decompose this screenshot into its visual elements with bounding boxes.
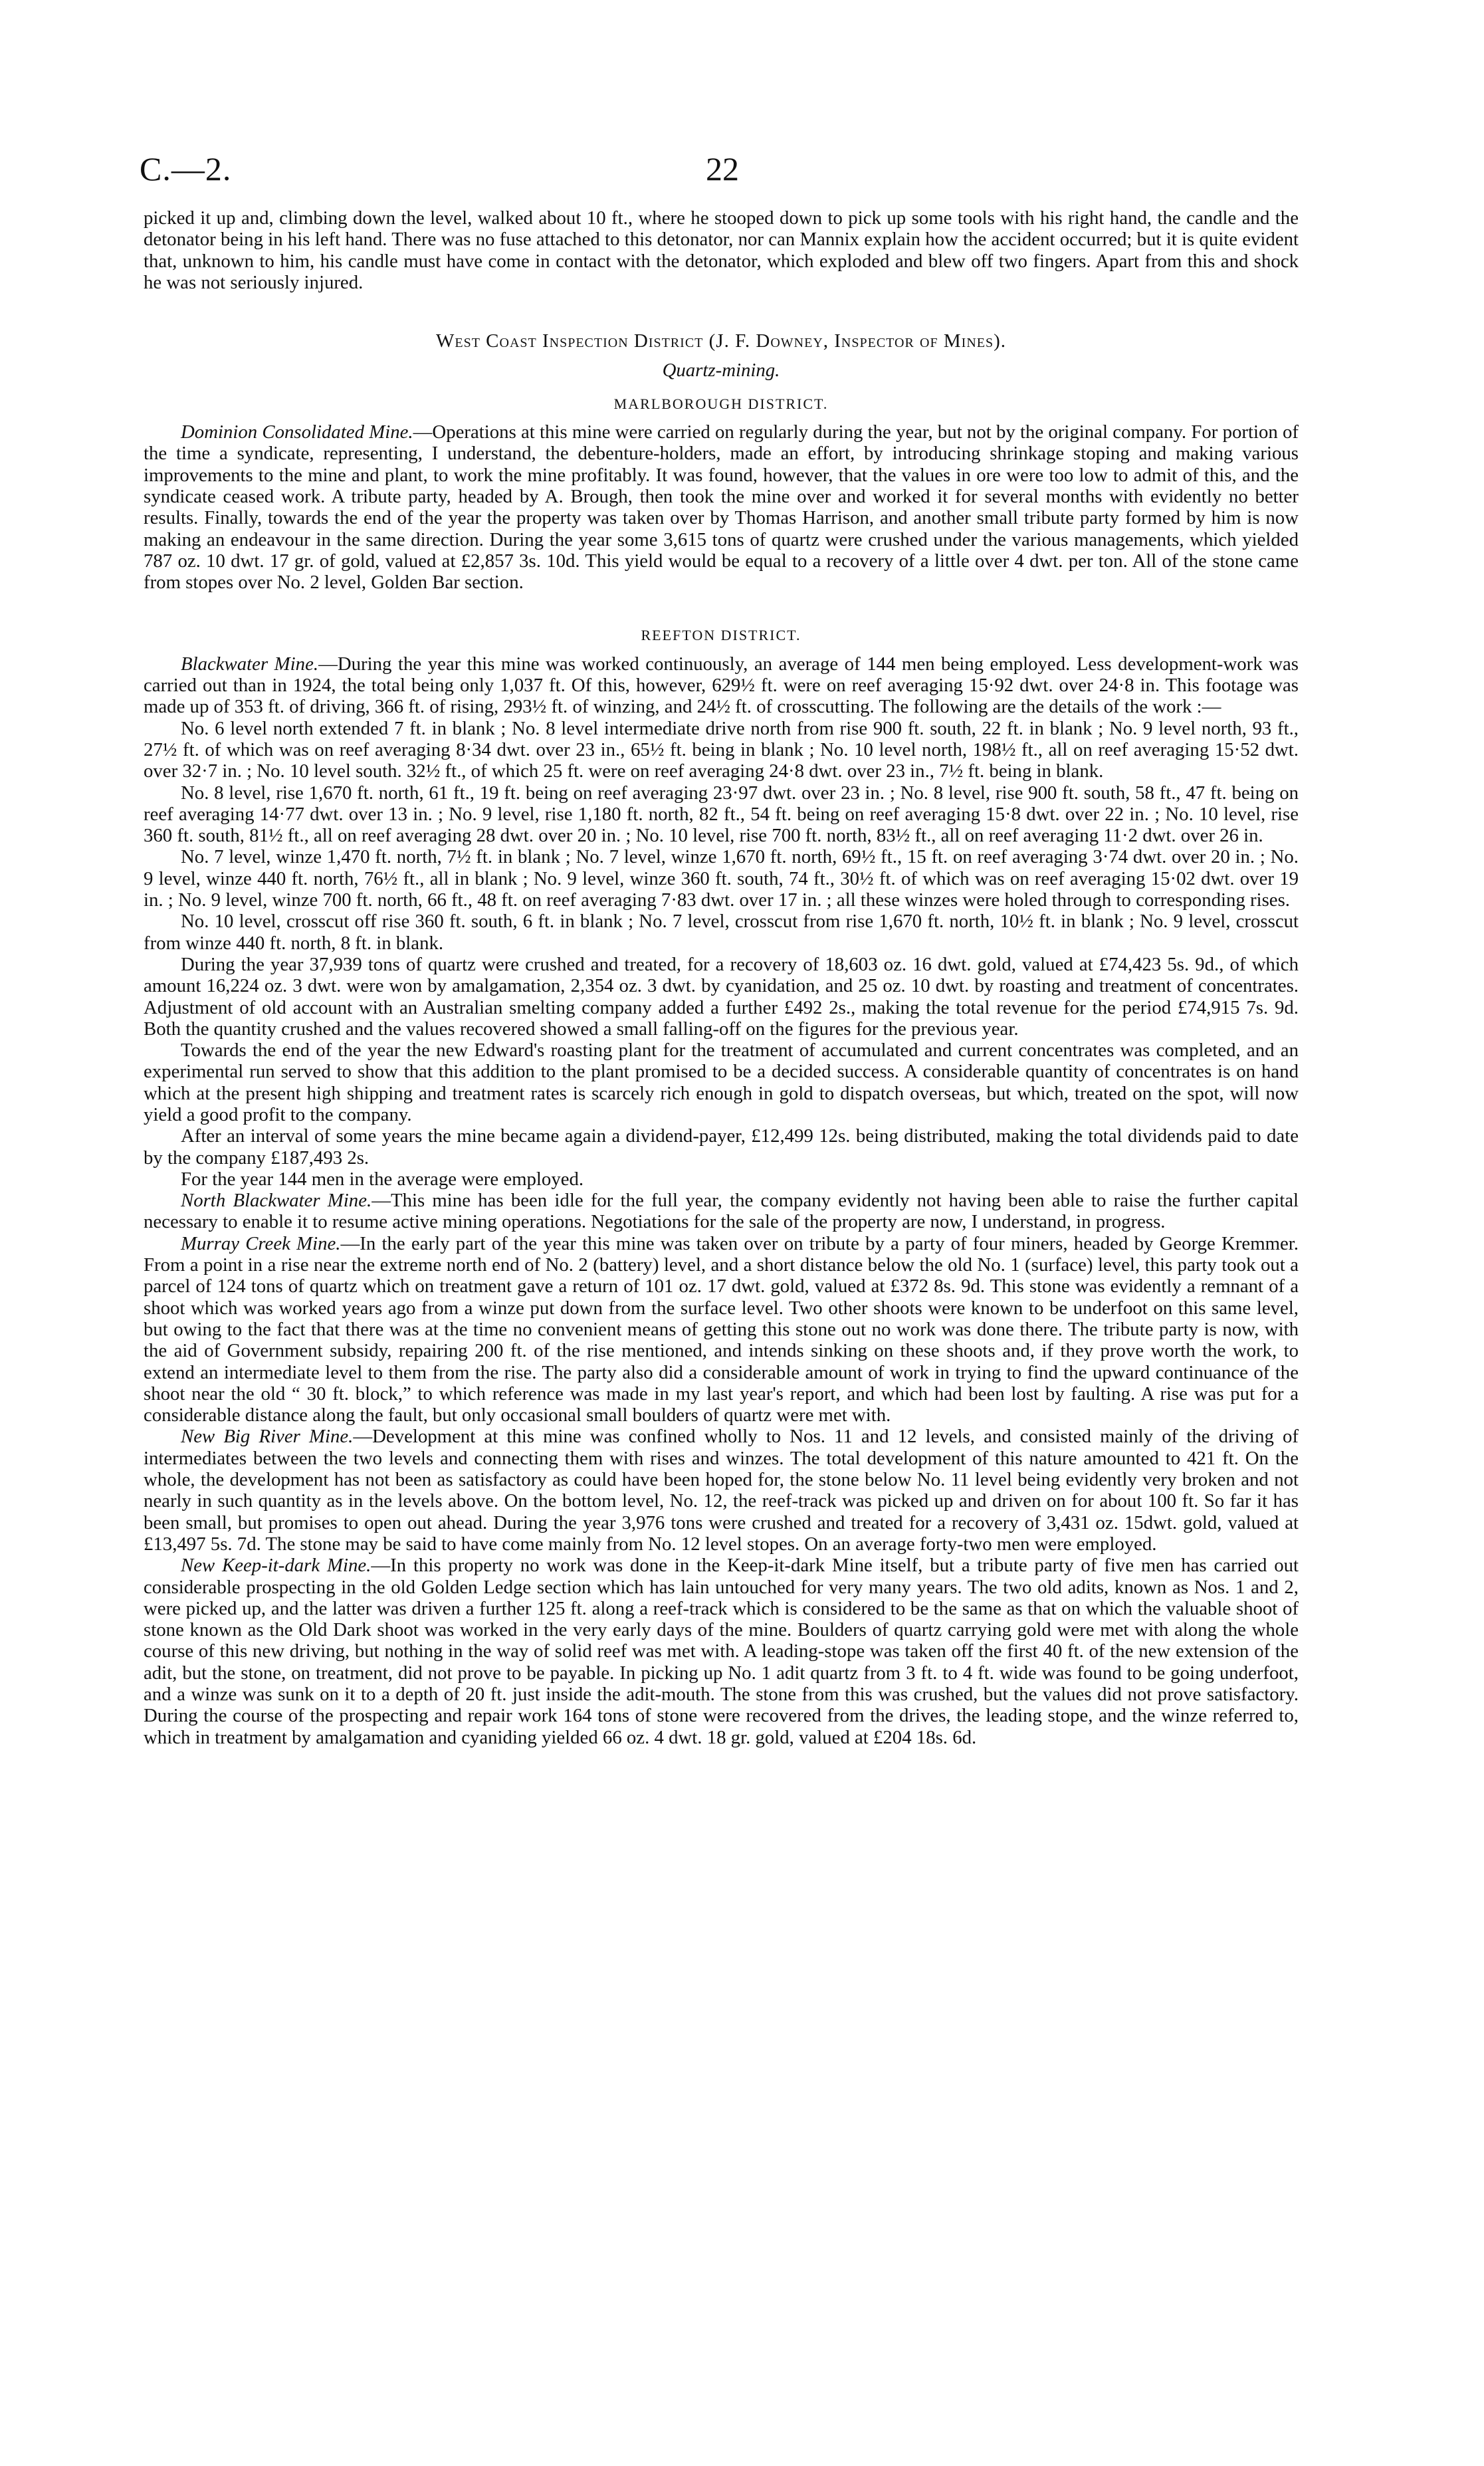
section-subheading: Quartz-mining. — [662, 360, 780, 382]
work-detail-paragraph: No. 6 level north extended 7 ft. in blank ; No. 8 level intermediate drive north from rise 900 ft. south, 22 ft. in blank ; No. 9 level north, 93 ft., 27½ ft. of which was on reef averaging 8·34 dwt. over 23 in., 65½ ft. being in blank ; No. 10 level north, 198½ ft., all on reef averaging 15·52 dwt. over 32·7 in. ; No. 10 level south. 32½ ft., of which 25 ft. were on reef averaging 24·8 dwt. over 23 in., 7½ ft. being in blank. — [144, 717, 1299, 782]
blackwater-dividend-paragraph: After an interval of some years the mine became again a dividend-payer, £12,499 12s. being distributed, making the total dividends paid to date by the company £187,493 2s. — [144, 1125, 1299, 1169]
work-detail-paragraph: No. 10 level, crosscut off rise 360 ft. south, 6 ft. in blank ; No. 7 level, crosscut from rise 1,670 ft. north, 10½ ft. in blank ; No. 9 level, crosscut from winze 440 ft. north, 8 ft. in blank. — [144, 911, 1299, 954]
dominion-paragraph — [144, 421, 1299, 593]
north-blackwater-paragraph — [144, 1190, 1299, 1233]
paragraph-text: —Operations at this mine were carried on regularly during the year, but not by the original company. For portion of the time a syndicate, representing, I understand, the debenture-holders, made an effort, by introducing shrinkage stoping and making various improvements to the mine and plant, to work the mine profitably. It was found, however, that the values in ore were too low to admit of this, and the syndicate ceased work. A tribute party, headed by A. Brough, then took the mine over and worked it for several months with evidently no better results. Finally, towards the end of the year the property was taken over by Thomas Harrison, and another small tribute party formed by him is now making an endeavour in the same direction. During the year some 3,615 tons of quartz were crushed under the various managements, which yielded 787 oz. 10 dwt. 17 gr. of gold, valued at £2,857 3s. 10d. This yield would be equal to a recovery of a little over 4 dwt. per ton. All of the stone came from stopes over No. 2 level, Golden Bar section. — [144, 421, 1299, 594]
paragraph-text: —This mine has been idle for the full year, the company evidently not having been able to raise the further capital necessary to enable it to resume active mining operations. Negotiations for the sale of the property are now, I understand, in progress. — [144, 1190, 1299, 1233]
blackwater-crushing-paragraph: During the year 37,939 tons of quartz were crushed and treated, for a recovery of 18,603 oz. 16 dwt. gold, valued at £74,423 5s. 9d., of which amount 16,224 oz. 3 dwt. were won by amalgamation, 2,354 oz. 3 dwt. by cyanidation, and 25 oz. 10 dwt. by roasting and treatment of concentrates. Adjustment of old account with an Australian smelting company added a further £492 2s., making the total revenue for the period £74,915 7s. 9d. Both the quantity crushed and the values recovered showed a small falling-off on the figures for the previous year. — [144, 953, 1299, 1040]
mine-name: New Big River Mine. — [181, 1426, 354, 1448]
document-reference: C.—2. — [140, 150, 232, 187]
paragraph-text: —Development at this mine was confined wholly to Nos. 11 and 12 levels, and consisted mainly of the driving of intermediates between the two levels and connecting them with rises and winzes. The total development of this nature amounted to 421 ft. On the whole, the development has not been as satisfactory as could have been hoped for, the stone below No. 11 level being evidently very broken and not nearly in such quantity as in the levels above. On the bottom level, No. 12, the reef-track was picked up and driven on for about 100 ft. So far it has been small, but promises to open out ahead. During the year 3,976 tons were crushed and treated for a recovery of 3,431 oz. 15dwt. gold, valued at £13,497 5s. 7d. The stone may be said to have come mainly from No. 12 level stopes. On an average forty-two men were employed. — [144, 1426, 1299, 1555]
reefton-heading: REEFTON DISTRICT. — [641, 627, 801, 644]
murray-creek-paragraph — [144, 1233, 1299, 1426]
intro-paragraph: picked it up and, climbing down the level, walked about 10 ft., where he stooped down to pick up some tools with his right hand, the candle and the detonator being in his left hand. There was no fuse attached to this detonator, nor can Mannix explain how the accident occurred; but it is quite evident that, unknown to him, his candle must have come in contact with the detonator, which exploded and blew off two fingers. Apart from this and shock he was not seriously injured. — [144, 207, 1299, 293]
marlborough-heading: MARLBOROUGH DISTRICT. — [613, 395, 829, 412]
blackwater-roasting-paragraph: Towards the end of the year the new Edward's roasting plant for the treatment of accumulated and current concentrates was completed, and an experimental run served to show that this addition to the plant promised to be a decided success. A considerable quantity of concentrates is on hand which at the present high shipping and treatment rates is scarcely rich enough in gold to dispatch overseas, but which, treated on the spot, will now yield a good profit to the company. — [144, 1040, 1299, 1125]
mine-name: Dominion Consolidated Mine. — [181, 421, 413, 443]
blackwater-employment-paragraph: For the year 144 men in the average were employed. — [181, 1168, 584, 1190]
paragraph-text: —During the year this mine was worked continuously, an average of 144 men being employed. Less development-work was carried out than in 1924, the total being only 1,037 ft. Of this, however, 629½ ft. were on reef averaging 15·92 dwt. over 24·8 in. This footage was made up of 353 ft. of driving, 366 ft. of rising, 293½ ft. of winzing, and 24½ ft. of crosscutting. The following are the details of the work :— — [144, 653, 1299, 718]
paragraph-text: —In this property no work was done in the Keep-it-dark Mine itself, but a tribute party of five men has carried out considerable prospecting in the old Golden Ledge section which has lain untouched for very many years. The two old adits, known as Nos. 1 and 2, were picked up, and the latter was driven a further 125 ft. along a reef-track which is considered to be the same as that on which the valuable shoot of stone known as the Old Dark shoot was worked in the very early days of the mine. Boulders of quartz carrying gold were met with along the whole course of this new driving, but nothing in the way of solid reef was met with. A leading-stope was taken off the first 40 ft. of the new extension of the adit, but the stone, on treatment, did not prove to be payable. In picking up No. 1 adit quartz from 3 ft. to 4 ft. wide was found to be going underfoot, and a winze was sunk on it to a depth of 20 ft. just inside the adit-mouth. The stone from this was crushed, but the values did not prove satisfactory. During the course of the prospecting and repair work 164 tons of stone were recovered from the drives, the leading stope, and the winze referred to, which in treatment by amalgamation and cyaniding yielded 66 oz. 4 dwt. 18 gr. gold, valued at £204 18s. 6d. — [144, 1555, 1299, 1748]
mine-name: New Keep-it-dark Mine. — [181, 1555, 371, 1577]
new-big-river-paragraph — [144, 1426, 1299, 1555]
paragraph-text: —In the early part of the year this mine was taken over on tribute by a party of four miners, headed by George Kremmer. From a point in a rise near the extreme north end of No. 2 (battery) level, and a short distance below the old No. 1 (surface) level, this party took out a parcel of 124 tons of quartz which on treatment gave a return of 101 oz. 17 dwt. gold, valued at £372 8s. 9d. This stone was evidently a remnant of a shoot which was worked years ago from a winze put down from the surface level. Two other shoots were known to be underfoot on this same level, but owing to the fact that there was at the time no convenient means of getting this stone out no work was done there. The tribute party is now, with the aid of Government subsidy, repairing 200 ft. of the rise mentioned, and intends sinking on these shoots and, if they prove worth the work, to extend an intermediate level to them from the rise. The party also did a considerable amount of work in trying to find the upward continuance of the shoot near the old “ 30 ft. block,” to which reference was made in my last year's report, and which had been lost by faulting. A rise was put for a considerable distance along the fault, but only occasional small boulders of quartz were met with. — [144, 1232, 1299, 1426]
new-keep-it-dark-paragraph — [144, 1555, 1299, 1748]
blackwater-paragraph — [144, 653, 1299, 718]
work-detail-paragraph: No. 8 level, rise 1,670 ft. north, 61 ft., 19 ft. being on reef averaging 23·97 dwt. over 23 in. ; No. 8 level, rise 900 ft. south, 58 ft., 47 ft. being on reef averaging 14·77 dwt. over 13 in. ; No. 9 level, rise 1,180 ft. north, 82 ft., 54 ft. being on reef averaging 15·8 dwt. over 22 in. ; No. 10 level, rise 360 ft. south, 81½ ft., all on reef averaging 28 dwt. over 20 in. ; No. 10 level, rise 700 ft. north, 83½ ft., all on reef averaging 11·2 dwt. over 26 in. — [144, 782, 1299, 847]
page-body — [144, 207, 1299, 1748]
page-number: 22 — [706, 150, 739, 187]
work-detail-paragraph: No. 7 level, winze 1,470 ft. north, 7½ ft. in blank ; No. 7 level, winze 1,670 ft. north, 69½ ft., 15 ft. on reef averaging 3·74 dwt. over 20 in. ; No. 9 level, winze 440 ft. north, 76½ ft., all in blank ; No. 9 level, winze 360 ft. south, 74 ft., 30½ ft. of which was on reef averaging 15·02 dwt. over 19 in. ; No. 9 level, winze 700 ft. north, 66 ft., 48 ft. on reef averaging 7·83 dwt. over 17 in. ; all these winzes were holed through to corresponding rises. — [144, 846, 1299, 911]
mine-name: Murray Creek Mine. — [181, 1232, 341, 1254]
mine-name: Blackwater Mine. — [181, 653, 319, 675]
district-heading: West Coast Inspection District (J. F. Downey, Inspector of Mines). — [435, 330, 1007, 352]
mine-name: North Blackwater Mine. — [181, 1190, 372, 1212]
